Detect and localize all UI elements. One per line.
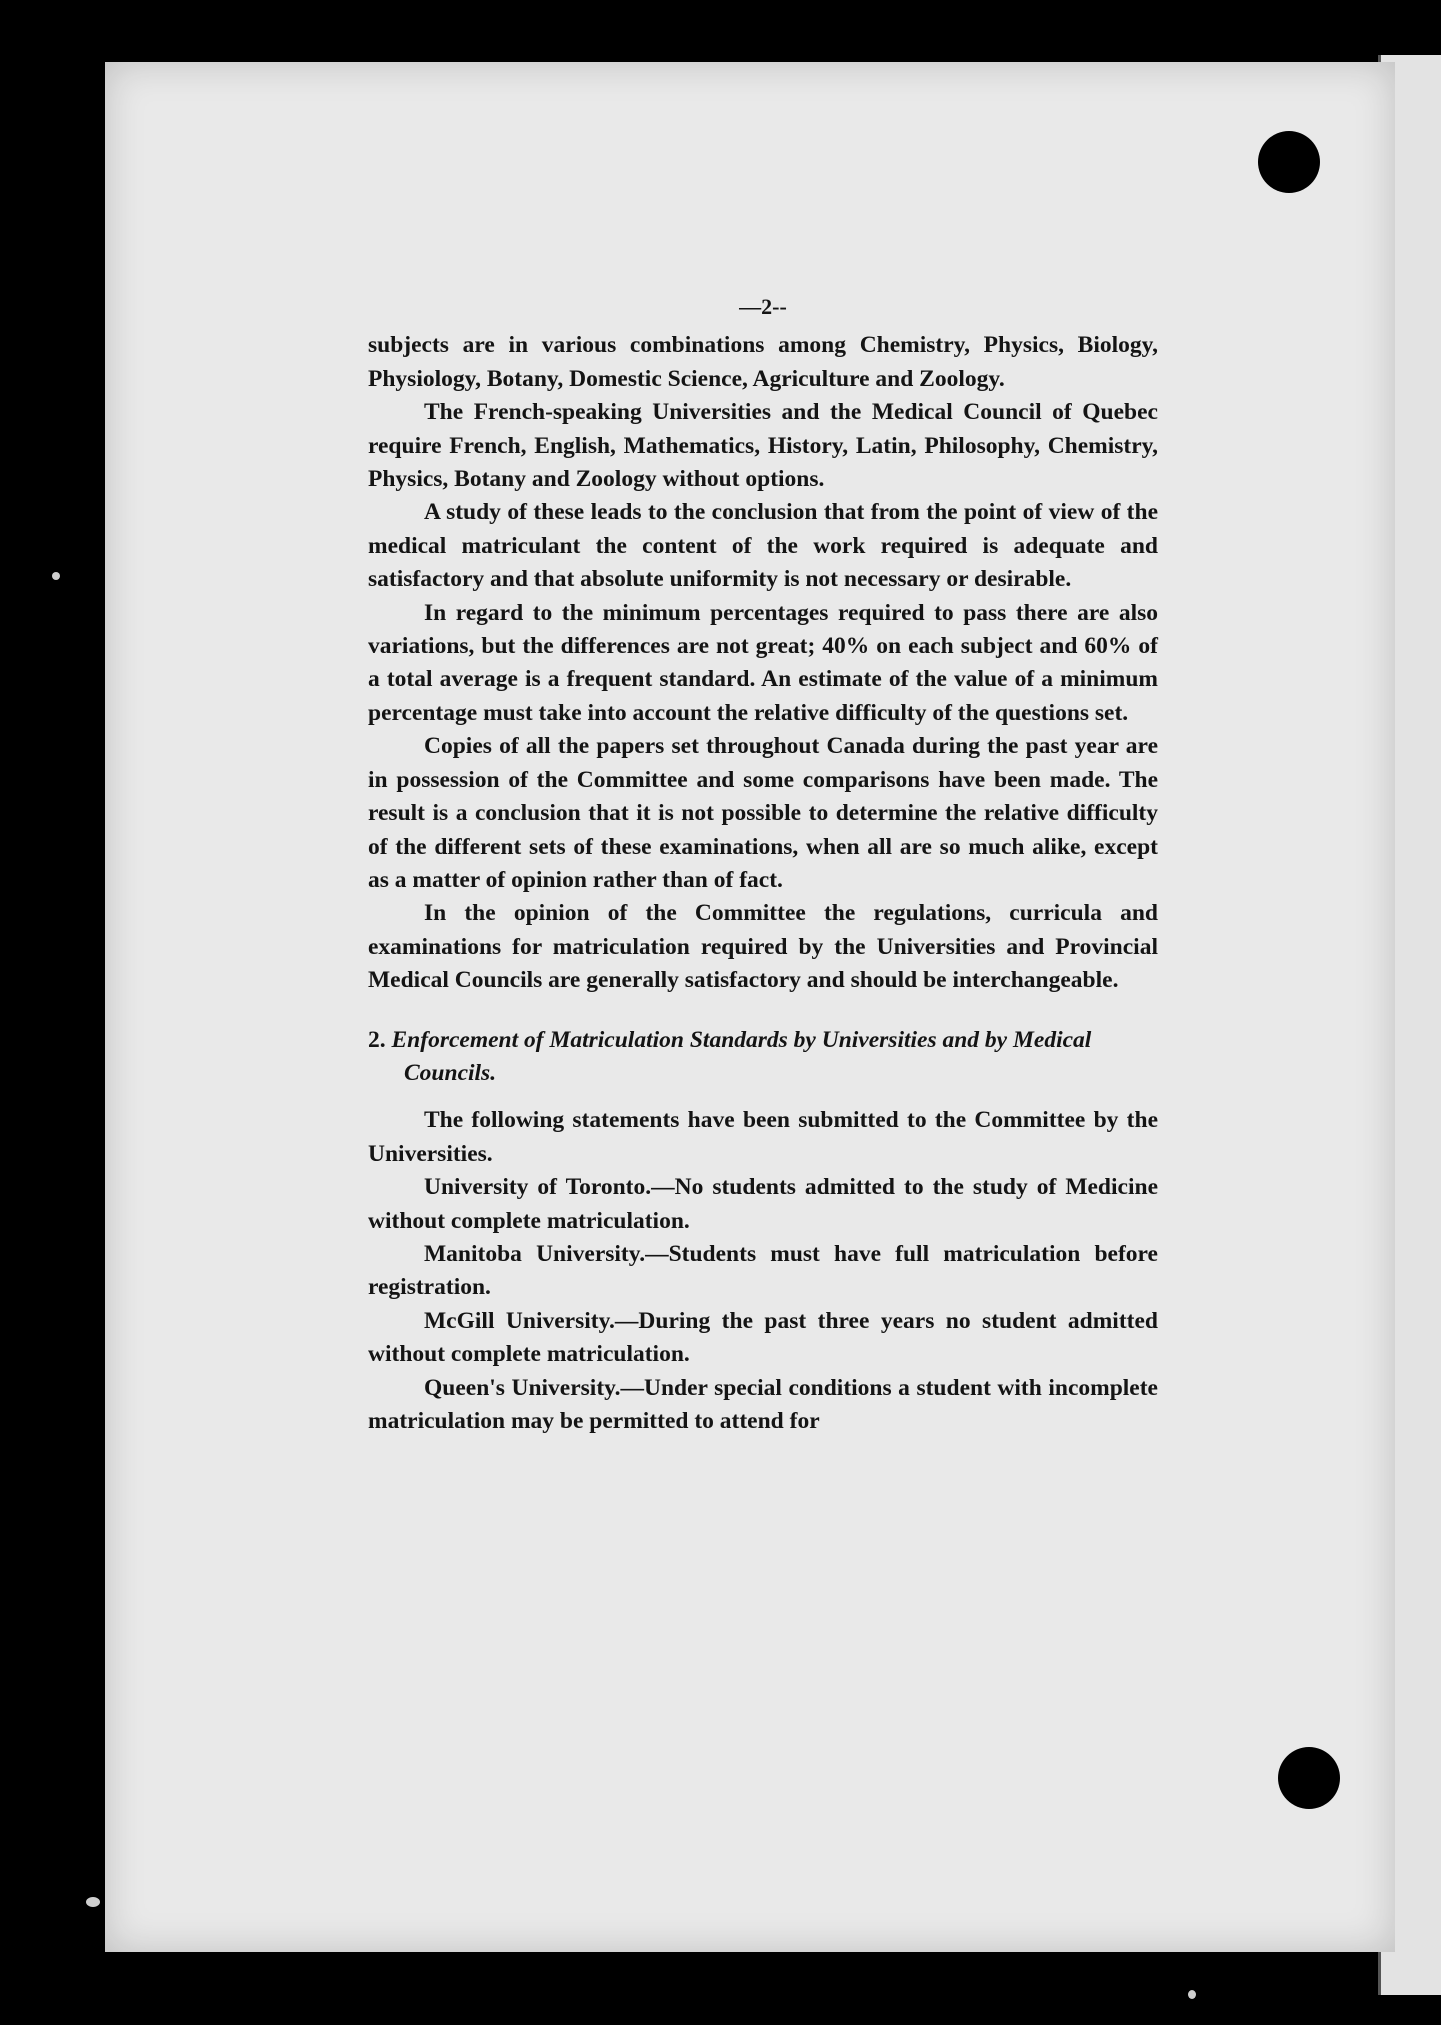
punch-hole-top [1258, 131, 1320, 193]
section-heading [368, 1024, 1158, 1091]
paragraph: The following statements have been submitted to the Committee by the Universities. [368, 1107, 1158, 1167]
page-number: —2-- [739, 294, 787, 319]
scan-speck [52, 572, 60, 580]
paragraphs-before-section [368, 329, 1158, 997]
section-number: 2. [368, 1026, 386, 1053]
paragraph: Copies of all the papers set throughout Canada during the past year are in possession of the Committee and some comparisons have been made. The result is a conclusion that it is not possible to determine the relative difficulty of the different sets of these examinations, when all are so much alike, except as a matter of opinion rather than of fact. [368, 733, 1158, 893]
paragraph: The French-speaking Universities and the Medical Council of Quebec require French, English, Mathematics, History, Latin, Philosophy, Chemistry, Physics, Botany and Zoology without options. [368, 399, 1158, 493]
punch-hole-bottom [1278, 1747, 1340, 1809]
paragraph: In regard to the minimum percentages required to pass there are also variations, but the differences are not great; 40% on each subject and 60% of a total average is a frequent standard. An estimate of the value of a minimum percentage must take into account the relative difficulty of the questions set. [368, 599, 1158, 726]
paragraph: subjects are in various combinations among Chemistry, Physics, Biology, Physiology, Botany, Domestic Science, Agriculture and Zoology. [368, 332, 1158, 392]
paragraph: Manitoba University.—Students must have full matriculation before registration. [368, 1240, 1158, 1301]
paragraph: Queen's University.—Under special conditions a student with incomplete matriculation may be permitted to attend for [368, 1374, 1158, 1434]
paragraph: McGill University.—During the past three years no student admitted without complete matriculation. [368, 1307, 1158, 1368]
scan-speck [86, 1897, 100, 1907]
paragraph: University of Toronto.—No students admitted to the study of Medicine without complete matriculation. [368, 1174, 1158, 1234]
paragraph: A study of these leads to the conclusion that from the point of view of the medical matriculant the content of the work required is adequate and satisfactory and that absolute uniformity is not necessary or desirable. [368, 499, 1158, 593]
scan-speck [1188, 1990, 1196, 1999]
document-text [368, 290, 1158, 1438]
paragraphs-after-section [368, 1104, 1158, 1438]
section-title: Enforcement of Matriculation Standards by Universities and by Medical Councils. [391, 1026, 1092, 1086]
paragraph: In the opinion of the Committee the regulations, curricula and examinations for matriculation required by the Universities and Provincial Medical Councils are generally satisfactory and should be interchangeable. [368, 900, 1158, 994]
